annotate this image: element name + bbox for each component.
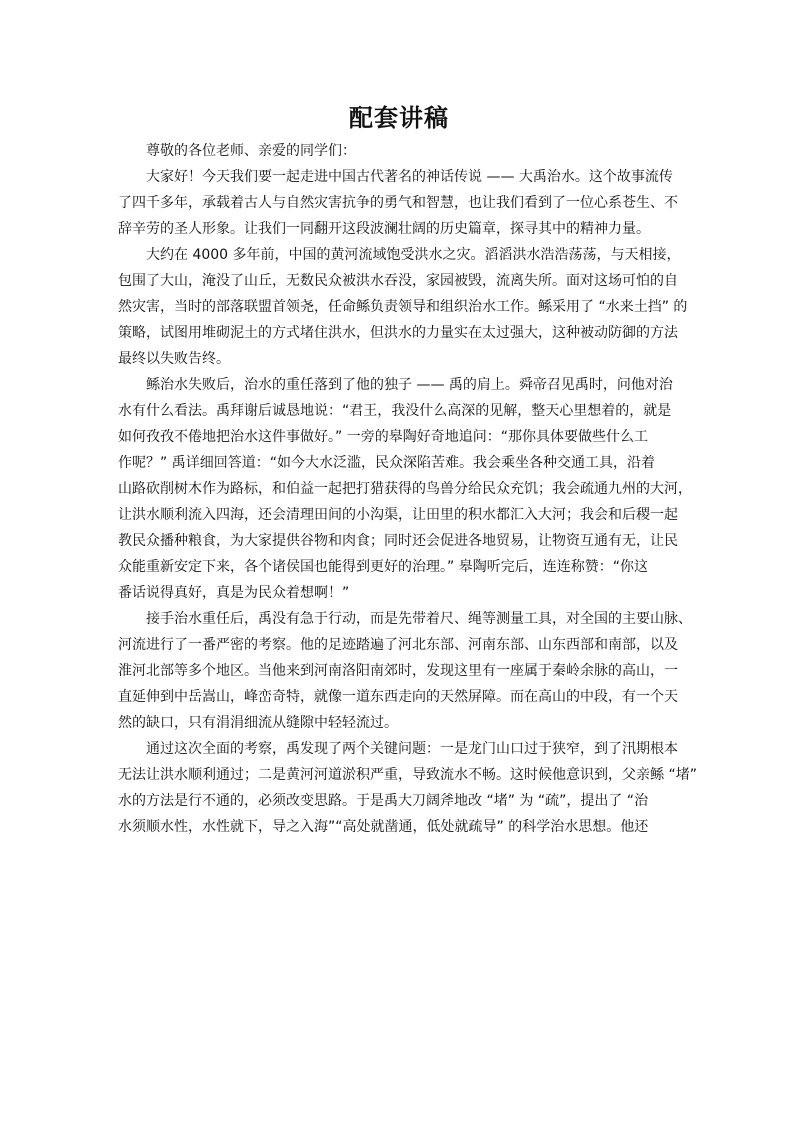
text-line: 策略，试图用堆砌泥土的方式堵住洪水，但洪水的力量实在太过强大，这种被动防御的方法 [118,325,678,341]
document-page [118,100,697,840]
text-line: 众能重新安定下来，各个诸侯国也能得到更好的治理。” 皋陶听完后，连连称赞：“你这 [118,559,648,575]
text-line: 教民众播种粮食，为大家提供谷物和肉食；同时还会促进各地贸易，让物资互通有无，让民 [118,533,678,549]
document-title: 配套讲稿 [349,104,449,132]
text-line: 河流进行了一番严密的考察。他的足迹踏遍了河北东部、河南东部、山东西部和南部，以及 [118,637,678,653]
text-line: 如何孜孜不倦地把治水这件事做好。” 一旁的皋陶好奇地追问：“那你具体要做些什么工 [118,429,648,445]
text-line: 水有什么看法。禹拜谢后诚恳地说：“君王，我没什么高深的见解，整天心里想着的，就是 [118,403,672,419]
paragraph-4 [118,606,692,736]
text-line: 接手治水重任后，禹没有急于行动，而是先带着尺、绳等测量工具，对全国的主要山脉、 [146,611,692,627]
text-line: 辞辛劳的圣人形象。让我们一同翻开这段波澜壮阔的历史篇章，探寻其中的精神力量。 [118,221,650,237]
text-line: 山路砍削树木作为路标，和伯益一起把打猎获得的鸟兽分给民众充饥；我会疏通九州的大河， [118,481,692,497]
text-line: 作呢？” 禹详细回答道：“如今大水泛滥，民众深陷苦难。我会乘坐各种交通工具，沿着 [118,455,655,471]
text-line: 通过这次全面的考察，禹发现了两个关键问题：一是龙门山口过于狭窄，到了汛期根本 [146,741,678,757]
paragraph-5 [118,736,697,840]
paragraph-3 [118,372,692,606]
text-line: 无法让洪水顺利通过；二是黄河河道淤积严重，导致流水不畅。这时候他意识到，父亲鲧 “堵” [118,767,697,783]
text-line: 大约在 4000 多年前，中国的黄河流域饱受洪水之灾。滔滔洪水浩浩荡荡，与天相接， [146,247,681,263]
text-line: 水须顺水性，水性就下，导之入海”“高处就凿通，低处就疏导” 的科学治水思想。他还 [118,819,649,835]
text-line: 然灾害，当时的部落联盟首领尧，任命鲧负责领导和组织治水工作。鲧采用了 “水来土挡” 的 [118,299,688,315]
text-line: 鲧治水失败后，治水的重任落到了他的独子 —— 禹的肩上。舜帝召见禹时，问他对治 [146,377,673,393]
paragraph-1 [118,164,680,242]
text-line: 番话说得真好，真是为民众着想啊！” [118,585,350,601]
text-line: 大家好！今天我们要一起走进中国古代著名的神话传说 —— 大禹治水。这个故事流传 [146,169,673,185]
paragraph-2 [118,242,688,372]
text-line: 包围了大山，淹没了山丘，无数民众被洪水吞没，家园被毁，流离失所。面对这场可怕的自 [118,273,678,289]
text-line: 了四千多年，承载着古人与自然灾害抗争的勇气和智慧，也让我们看到了一位心系苍生、不 [118,195,678,211]
text-line: 然的缺口，只有涓涓细流从缝隙中轻轻流过。 [118,715,398,731]
text-line: 直延伸到中岳嵩山，峰峦奇特，就像一道东西走向的天然屏障。而在高山的中段，有一个天 [118,689,678,705]
text-line: 淮河北部等多个地区。当他来到河南洛阳南郊时，发现这里有一座属于秦岭余脉的高山，一 [118,663,678,679]
text-line: 水的方法是行不通的，必须改变思路。于是禹大刀阔斧地改 “堵” 为 “疏”，提出了 “治 [118,793,649,809]
text-line: 让洪水顺利流入四海，还会清理田间的小沟渠，让田里的积水都汇入大河；我会和后稷一起 [118,507,678,523]
text-line: 最终以失败告终。 [118,351,230,367]
salutation: 尊敬的各位老师、亲爱的同学们： [146,143,356,159]
